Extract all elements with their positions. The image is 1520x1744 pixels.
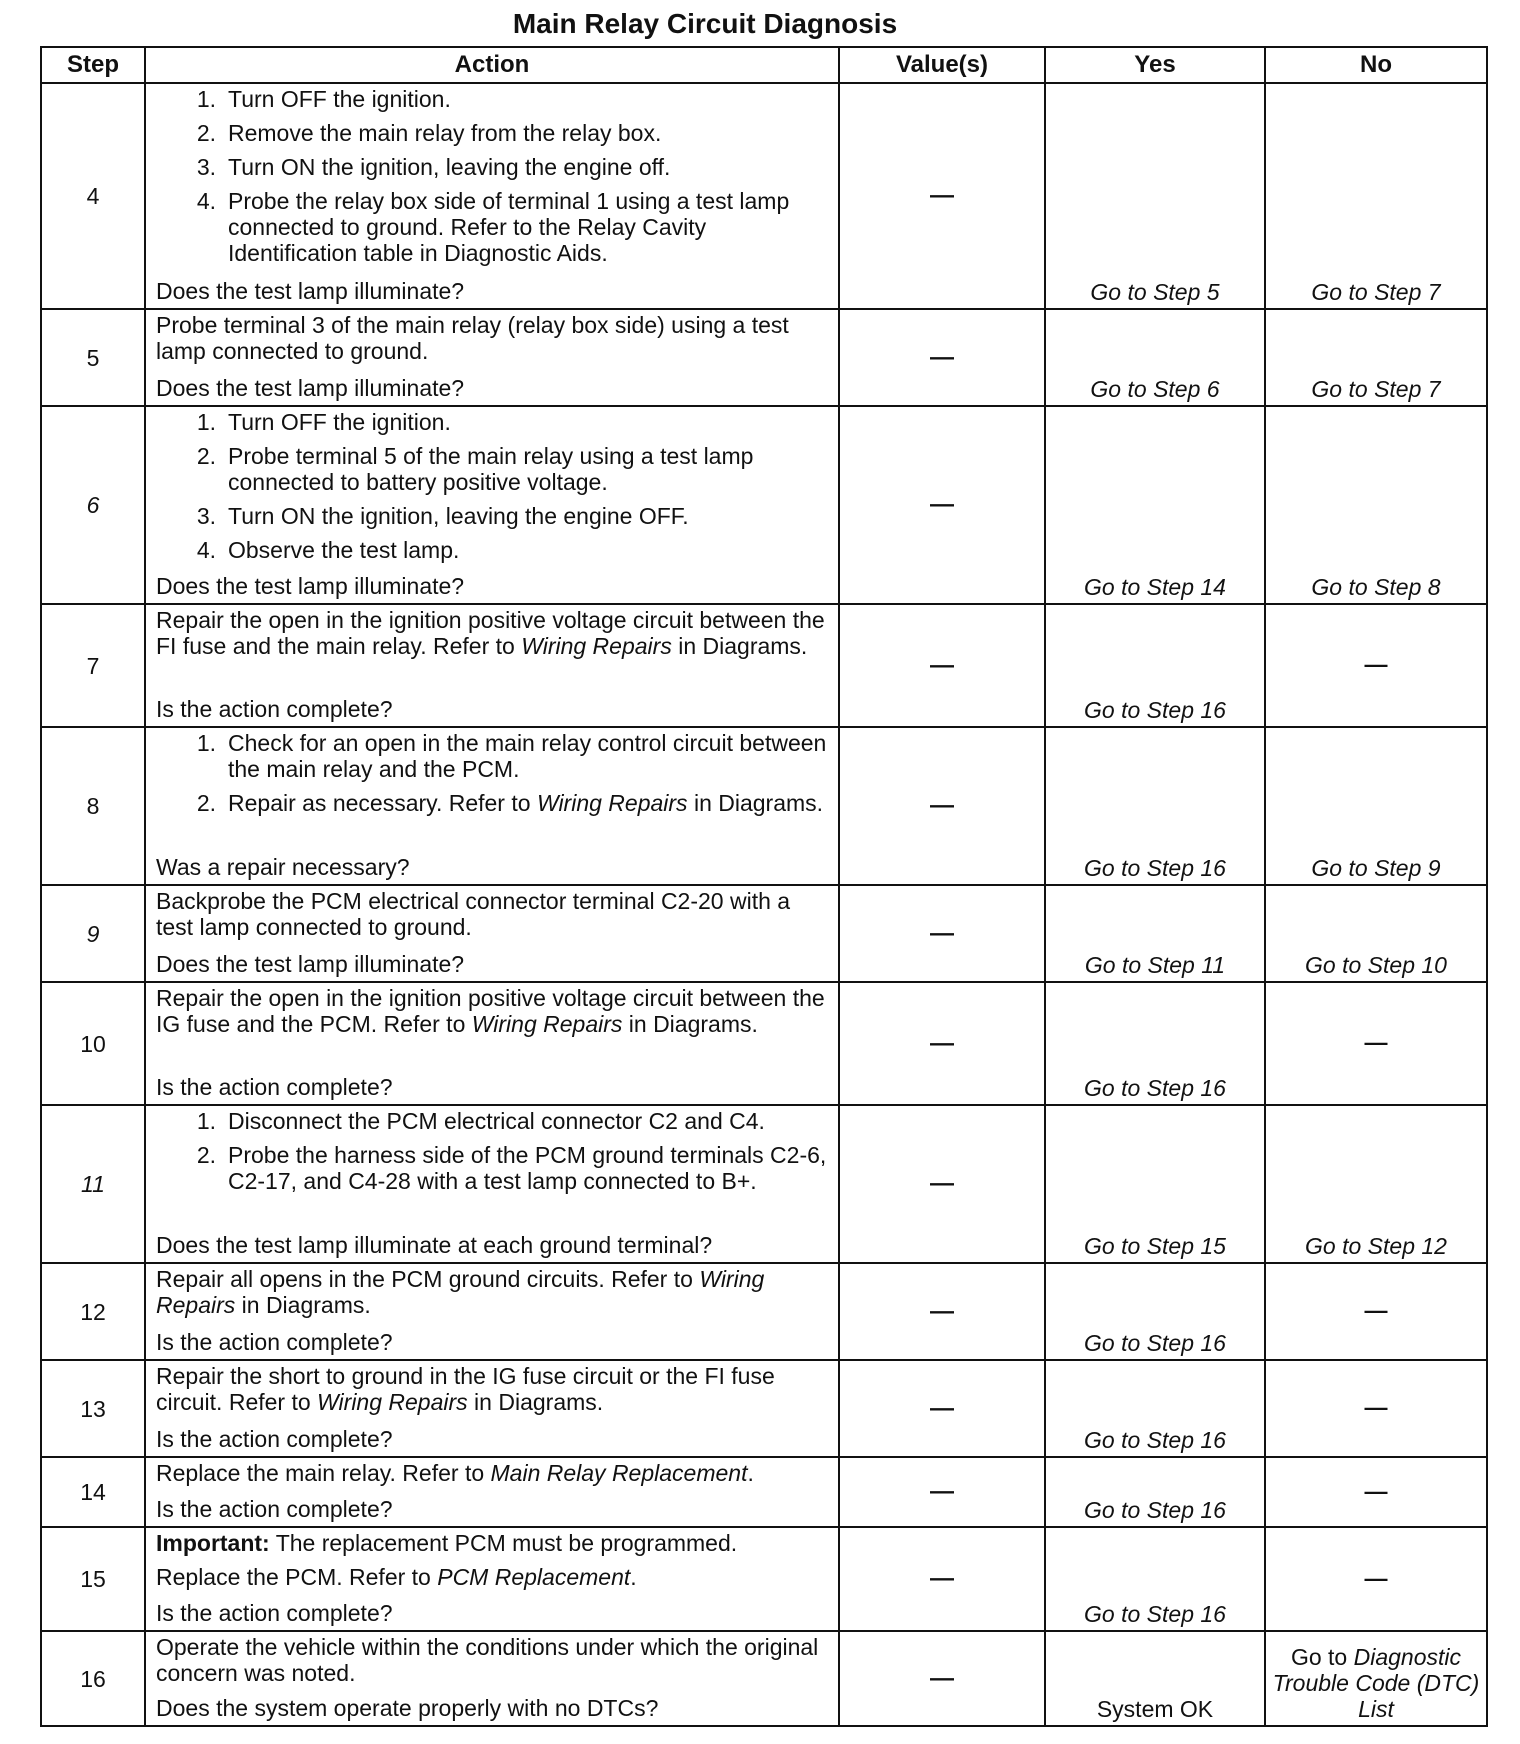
- action-question: Does the test lamp illuminate at each ground terminal?: [156, 1232, 713, 1258]
- no-cell: —: [1265, 982, 1487, 1105]
- yes-cell: Go to Step 15: [1045, 1105, 1265, 1263]
- value-cell: —: [839, 1457, 1045, 1527]
- yes-cell: Go to Step 5: [1045, 83, 1265, 309]
- step-number: 12: [41, 1263, 145, 1360]
- table-row: [41, 1360, 1487, 1457]
- yes-cell: Go to Step 6: [1045, 309, 1265, 406]
- value-cell: —: [839, 727, 1045, 885]
- value-cell: —: [839, 1263, 1045, 1360]
- page-title: Main Relay Circuit Diagnosis: [512, 8, 898, 39]
- step-number: 16: [41, 1631, 145, 1726]
- reference-link: Wiring Repairs: [317, 1389, 468, 1415]
- table-row: [41, 1105, 1487, 1263]
- reference-link: Wiring Repairs: [156, 1266, 765, 1318]
- no-cell: Go to Step 10: [1265, 885, 1487, 982]
- no-cell: —: [1265, 604, 1487, 727]
- action-question: Is the action complete?: [156, 1600, 393, 1626]
- action-cell: [145, 1263, 839, 1360]
- header-row: [41, 47, 1487, 83]
- no-cell: Go to Step 7: [1265, 309, 1487, 406]
- yes-cell: Go to Step 16: [1045, 727, 1265, 885]
- table-row: [41, 1527, 1487, 1631]
- reference-link: PCM Replacement: [437, 1564, 631, 1590]
- action-cell: [145, 406, 839, 604]
- header-no: No: [1265, 47, 1487, 83]
- value-cell: —: [839, 604, 1045, 727]
- action-text: Replace the PCM. Refer to PCM Replacement.: [156, 1564, 637, 1590]
- step-number: 10: [41, 982, 145, 1105]
- action-cell: [145, 1631, 839, 1726]
- action-question: Does the test lamp illuminate?: [156, 951, 465, 977]
- step-number: 13: [41, 1360, 145, 1457]
- step-number: 5: [41, 309, 145, 406]
- value-cell: —: [839, 1360, 1045, 1457]
- yes-cell: Go to Step 16: [1045, 1263, 1265, 1360]
- action-item: 2. Probe the harness side of the PCM ground terminals C2-6, C2-17, and C4-28 with a test lamp connected to B+.: [196, 1142, 827, 1194]
- reference-link: Main Relay Replacement: [490, 1460, 748, 1486]
- action-item: 2. Probe terminal 5 of the main relay using a test lamp connected to battery positive voltage.: [196, 443, 754, 495]
- action-cell: [145, 727, 839, 885]
- action-cell: [145, 885, 839, 982]
- step-number: 4: [41, 83, 145, 309]
- table-row: [41, 406, 1487, 604]
- diagnostic-table: [40, 46, 1488, 1727]
- header-yes: Yes: [1045, 47, 1265, 83]
- action-item: 3. Turn ON the ignition, leaving the engine OFF.: [196, 503, 689, 529]
- action-cell: [145, 1457, 839, 1527]
- action-question: Is the action complete?: [156, 1426, 393, 1452]
- action-question: Does the test lamp illuminate?: [156, 573, 465, 599]
- value-cell: —: [839, 83, 1045, 309]
- yes-cell: Go to Step 16: [1045, 1527, 1265, 1631]
- step-number: 7: [41, 604, 145, 727]
- action-question: Does the system operate properly with no DTCs?: [156, 1695, 659, 1721]
- table-row: [41, 1263, 1487, 1360]
- table-row: [41, 727, 1487, 885]
- table-row: [41, 83, 1487, 309]
- action-item: 3. Turn ON the ignition, leaving the engine off.: [196, 154, 671, 180]
- yes-cell: Go to Step 16: [1045, 1360, 1265, 1457]
- step-number: 11: [41, 1105, 145, 1263]
- action-question: Was a repair necessary?: [156, 854, 410, 880]
- action-text: Backprobe the PCM electrical connector terminal C2-20 with a test lamp connected to ground.: [156, 888, 791, 940]
- action-item: 1. Turn OFF the ignition.: [196, 86, 451, 112]
- action-item: 4. Observe the test lamp.: [196, 537, 460, 563]
- action-question: Does the test lamp illuminate?: [156, 278, 465, 304]
- yes-cell: Go to Step 16: [1045, 604, 1265, 727]
- step-number: 15: [41, 1527, 145, 1631]
- no-cell: Go to Diagnostic Trouble Code (DTC) List: [1265, 1631, 1487, 1726]
- yes-cell: System OK: [1045, 1631, 1265, 1726]
- no-cell: —: [1265, 1527, 1487, 1631]
- yes-cell: Go to Step 16: [1045, 1457, 1265, 1527]
- action-cell: [145, 1360, 839, 1457]
- value-cell: —: [839, 982, 1045, 1105]
- yes-cell: Go to Step 11: [1045, 885, 1265, 982]
- reference-link: Wiring Repairs: [536, 790, 688, 816]
- reference-link: Wiring Repairs: [521, 633, 672, 659]
- value-cell: —: [839, 1527, 1045, 1631]
- action-item: 1. Turn OFF the ignition.: [196, 409, 451, 435]
- no-cell: Go to Step 8: [1265, 406, 1487, 604]
- step-number: 9: [41, 885, 145, 982]
- action-text: Repair the short to ground in the IG fuse circuit or the FI fuse circuit. Refer to Wiring Repairs in Diagrams.: [156, 1363, 775, 1415]
- header-step: Step: [41, 47, 145, 83]
- table-row: [41, 309, 1487, 406]
- value-cell: —: [839, 309, 1045, 406]
- action-item: 4. Probe the relay box side of terminal 1 using a test lamp connected to ground. Refer to the Relay Cavity Identification table in Diagnostic Aids.: [196, 188, 790, 266]
- no-cell: Go to Step 12: [1265, 1105, 1487, 1263]
- action-question: Does the test lamp illuminate?: [156, 375, 465, 401]
- value-cell: —: [839, 885, 1045, 982]
- table-row: [41, 1457, 1487, 1527]
- action-text: Repair the open in the ignition positive voltage circuit between the FI fuse and the main relay. Refer to Wiring Repairs in Diagrams.: [156, 607, 825, 659]
- step-number: 6: [41, 406, 145, 604]
- yes-cell: Go to Step 14: [1045, 406, 1265, 604]
- action-question: Is the action complete?: [156, 696, 393, 722]
- action-cell: [145, 309, 839, 406]
- header-action: Action: [145, 47, 839, 83]
- action-text: Replace the main relay. Refer to Main Relay Replacement.: [156, 1460, 754, 1486]
- action-cell: [145, 1527, 839, 1631]
- header-values: Value(s): [839, 47, 1045, 83]
- action-question: Is the action complete?: [156, 1074, 393, 1100]
- no-cell: —: [1265, 1263, 1487, 1360]
- action-text: Operate the vehicle within the conditions under which the original concern was noted.: [156, 1634, 819, 1686]
- action-item: 1. Disconnect the PCM electrical connector C2 and C4.: [196, 1108, 765, 1134]
- action-cell: [145, 1105, 839, 1263]
- yes-cell: Go to Step 16: [1045, 982, 1265, 1105]
- action-cell: [145, 982, 839, 1105]
- no-cell: —: [1265, 1360, 1487, 1457]
- important-note: Important: The replacement PCM must be programmed.: [156, 1530, 738, 1556]
- action-text: Repair the open in the ignition positive voltage circuit between the IG fuse and the PCM. Refer to Wiring Repairs in Diagrams.: [156, 985, 825, 1037]
- action-question: Is the action complete?: [156, 1496, 393, 1522]
- value-cell: —: [839, 406, 1045, 604]
- action-item: 1. Check for an open in the main relay control circuit between the main relay and the PCM.: [196, 730, 827, 782]
- action-question: Is the action complete?: [156, 1329, 393, 1355]
- value-cell: —: [839, 1631, 1045, 1726]
- step-number: 14: [41, 1457, 145, 1527]
- reference-link: Diagnostic Trouble Code (DTC) List: [1272, 1644, 1480, 1722]
- table-row: [41, 885, 1487, 982]
- action-text: Probe terminal 3 of the main relay (relay box side) using a test lamp connected to ground.: [156, 312, 789, 364]
- action-cell: [145, 604, 839, 727]
- step-number: 8: [41, 727, 145, 885]
- value-cell: —: [839, 1105, 1045, 1263]
- action-item: 2. Repair as necessary. Refer to Wiring Repairs in Diagrams.: [196, 790, 824, 816]
- table-row: [41, 1631, 1487, 1726]
- action-item: 2. Remove the main relay from the relay box.: [196, 120, 662, 146]
- no-cell: —: [1265, 1457, 1487, 1527]
- action-cell: [145, 83, 839, 309]
- table-row: [41, 604, 1487, 727]
- no-cell: Go to Step 7: [1265, 83, 1487, 309]
- reference-link: Wiring Repairs: [471, 1011, 623, 1037]
- table-row: [41, 982, 1487, 1105]
- action-text: Repair all opens in the PCM ground circuits. Refer to Wiring Repairs in Diagrams.: [156, 1266, 765, 1318]
- no-cell: Go to Step 9: [1265, 727, 1487, 885]
